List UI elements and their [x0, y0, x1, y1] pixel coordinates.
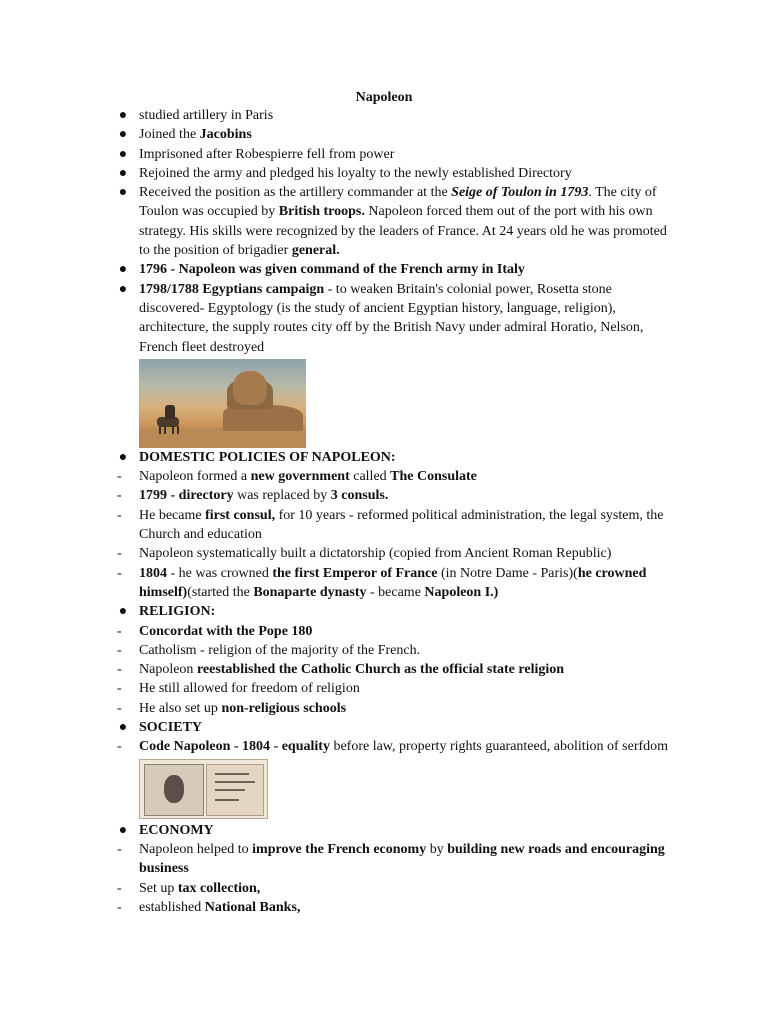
text-segment: Napoleon systematically built a dictatorship (copied from Ancient Roman Republic) [139, 546, 612, 562]
text-segment: called [349, 469, 391, 485]
bullet-marker: ● [118, 165, 128, 181]
item-text [139, 508, 667, 542]
item-text [139, 262, 525, 277]
text-segment: Catholism - religion of the majority of the French. [139, 642, 421, 658]
text-segment: Jacobins [199, 127, 252, 143]
item-text [139, 546, 611, 561]
sphinx-painting-head [233, 371, 267, 405]
text-segment: the first Emperor of France [272, 565, 438, 581]
bullet-item [0, 448, 675, 467]
dash-marker: - [117, 662, 122, 678]
dash-marker: - [117, 565, 122, 581]
dash-item [0, 467, 675, 486]
text-segment: (in Notre Dame - Paris)( [437, 565, 578, 581]
item-text [139, 469, 477, 484]
bullet-item [0, 602, 675, 621]
text-segment: - to weaken Britain's colonial power, Rosetta stone discovered- Egyptology (is the study of ancient Egyptian history, language, religion), architecture, the supply routes city off by the British Navy under admiral Horatio, Nelson, French fleet destroyed [139, 281, 647, 355]
text-segment: (started the [187, 584, 254, 600]
dash-marker: - [117, 623, 122, 639]
bullet-marker: ● [118, 822, 128, 838]
dash-marker: - [117, 681, 122, 697]
sphinx-painting-horse-leg [164, 426, 166, 434]
text-segment: - became [366, 584, 425, 600]
bullet-marker: ● [118, 262, 128, 278]
text-segment: new government [250, 469, 350, 485]
napoleon-portrait-figure [164, 775, 184, 803]
text-segment: 1804 [139, 565, 167, 581]
sphinx-painting-image [139, 359, 306, 448]
text-segment: Bonaparte dynasty [253, 584, 367, 600]
item-text [139, 720, 202, 735]
bullet-marker: ● [118, 604, 128, 620]
item-text [139, 282, 647, 355]
item-text [139, 450, 396, 465]
text-segment: . The city of Toulon was occupied by [139, 185, 660, 220]
text-segment: Napoleon helped to [139, 841, 253, 857]
bullet-marker: ● [118, 720, 128, 736]
code-napoleon-figure [0, 759, 768, 819]
dash-marker: - [117, 642, 122, 658]
text-segment: studied artillery in Paris [139, 108, 274, 123]
title-page-text-line [215, 799, 239, 801]
text-segment: reestablished the Catholic Church as the official state religion [196, 662, 565, 678]
bullet-item [0, 164, 675, 183]
item-text [139, 166, 572, 181]
text-segment: was replaced by [233, 488, 331, 504]
dash-marker: - [117, 880, 122, 896]
item-text [139, 624, 312, 639]
item-text [139, 739, 668, 754]
text-segment: Joined the [139, 127, 200, 143]
dash-item [0, 840, 675, 879]
document-title: Napoleon [355, 90, 413, 105]
item-text [139, 662, 564, 677]
text-segment: 1798/1788 Egyptians campaign [139, 281, 325, 297]
item-text [139, 108, 273, 123]
text-segment: ECONOMY [139, 822, 214, 838]
text-segment: tax collection, [177, 880, 261, 896]
dash-item [0, 564, 675, 603]
text-segment: before law, property rights guaranteed, abolition of serfdom [329, 739, 669, 755]
text-segment: 1799 - directory [139, 488, 234, 504]
text-segment: He still allowed for freedom of religion [139, 681, 360, 697]
dash-marker: - [117, 739, 122, 755]
sphinx-painting-horse-leg [172, 426, 174, 434]
item-text [139, 185, 670, 258]
bullet-item [0, 280, 675, 357]
dash-marker: - [117, 488, 122, 504]
title-page-text-line [215, 789, 245, 791]
dash-item [0, 641, 675, 660]
text-segment: British troops. [278, 204, 365, 220]
code-napoleon-title-page [206, 764, 264, 816]
dash-marker: - [117, 507, 122, 523]
item-text [139, 701, 346, 716]
bullet-marker: ● [118, 127, 128, 143]
dash-item [0, 622, 675, 641]
bullet-item [0, 145, 675, 164]
text-segment: general. [291, 243, 340, 259]
text-segment: Rejoined the army and pledged his loyalty to the newly established Directory [139, 165, 572, 181]
text-segment: non-religious schools [221, 700, 347, 716]
text-segment: 1796 - Napoleon was given command of the French army in Italy [139, 262, 525, 278]
item-text [139, 643, 420, 658]
text-segment: Set up [139, 880, 178, 896]
text-segment: He became [139, 507, 206, 523]
text-segment: established [139, 899, 205, 915]
bullet-marker: ● [118, 449, 128, 465]
sphinx-painting-horse-leg [159, 426, 161, 434]
dash-item [0, 506, 675, 545]
text-segment: Concordat with the Pope 180 [139, 623, 313, 639]
text-segment: DOMESTIC POLICIES OF NAPOLEON: [139, 449, 396, 465]
text-segment: Napoleon forced them out of the port with his own strategy. His skills were recognized by the leaders of France. At 24 years old he was promoted to the position of brigadier [139, 204, 671, 259]
bullet-marker: ● [118, 146, 128, 162]
bullet-item [0, 260, 675, 279]
sphinx-painting-rider [165, 405, 175, 419]
dash-item [0, 679, 675, 698]
text-segment: first consul, [205, 507, 276, 523]
dash-item [0, 660, 675, 679]
dash-item [0, 879, 675, 898]
text-segment: 3 consuls. [330, 488, 389, 504]
document-body [0, 106, 768, 917]
item-text [139, 681, 360, 696]
dash-marker: - [117, 469, 122, 485]
text-segment: for 10 years - reformed political administration, the legal system, the Church and education [139, 507, 667, 543]
text-segment: SOCIETY [139, 720, 203, 736]
item-text [139, 566, 650, 600]
text-segment: Seige of Toulon in 1793 [451, 185, 589, 201]
dash-marker: - [117, 700, 122, 716]
bullet-marker: ● [118, 281, 128, 297]
dash-marker: - [117, 546, 122, 562]
dash-item [0, 737, 675, 756]
dash-marker: - [117, 899, 122, 915]
text-segment: improve the French economy [252, 841, 427, 857]
bullet-item [0, 183, 675, 260]
text-segment: Received the position as the artillery commander at the [139, 185, 452, 201]
text-segment: Napoleon [139, 662, 197, 678]
title-page-text-line [215, 781, 255, 783]
bullet-item [0, 125, 675, 144]
dash-item [0, 699, 675, 718]
item-text [139, 488, 388, 503]
bullet-item [0, 821, 675, 840]
text-segment: - he was crowned [167, 565, 273, 581]
text-segment: Imprisoned after Robespierre fell from power [139, 146, 395, 162]
item-text [139, 604, 215, 619]
item-text [139, 147, 394, 162]
dash-item [0, 544, 675, 563]
napoleon-portrait [144, 764, 204, 816]
bullet-marker: ● [118, 108, 128, 123]
text-segment: by [426, 841, 448, 857]
item-text [139, 900, 300, 915]
item-text [139, 842, 668, 876]
text-segment: RELIGION: [139, 604, 216, 620]
bullet-marker: ● [118, 185, 128, 201]
text-segment: he crowned himself) [139, 565, 650, 600]
text-segment: He also set up [139, 700, 222, 716]
item-text [139, 823, 214, 838]
text-segment: Napoleon I.) [424, 584, 499, 600]
dash-item [0, 898, 675, 917]
sphinx-painting-horse-leg [177, 426, 179, 434]
text-segment: The Consulate [390, 469, 477, 485]
text-segment: building new roads and encouraging business [139, 841, 669, 877]
sphinx-painting-figure [0, 359, 768, 448]
item-text [139, 881, 260, 896]
title-page-text-line [215, 773, 249, 775]
text-segment: Napoleon formed a [139, 469, 251, 485]
text-segment: National Banks, [204, 899, 301, 915]
item-text [139, 127, 252, 142]
bullet-item [0, 718, 675, 737]
bullet-item [0, 106, 675, 125]
text-segment: Code Napoleon - 1804 - equality [139, 739, 330, 755]
dash-marker: - [117, 841, 122, 857]
code-napoleon-image [139, 759, 268, 819]
dash-item [0, 486, 675, 505]
